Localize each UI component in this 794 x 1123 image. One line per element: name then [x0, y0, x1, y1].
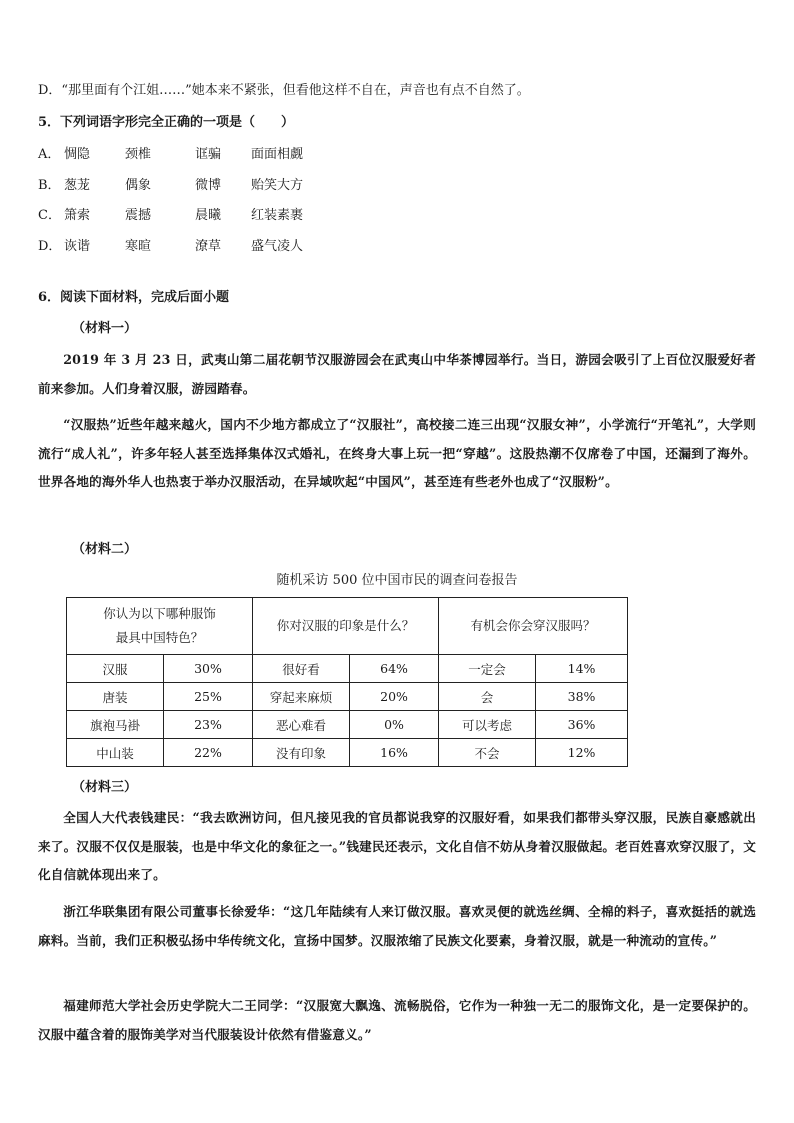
option-word: 面面相觑: [251, 147, 304, 162]
table-cell: 38%: [536, 683, 628, 711]
table-cell: 14%: [536, 655, 628, 683]
material1-paragraph: 2019 年 3 月 23 日，武夷山第二届花朝节汉服游园会在武夷山中华茶博园举行。当日，游园会吸引了上百位汉服爱好者前来参加。人们身着汉服，游园踏春。: [38, 352, 756, 396]
option-word: 葱茏: [64, 178, 91, 193]
option-letter: C．: [38, 208, 61, 223]
option-word: 晨曦: [195, 208, 222, 223]
table-cell: 可以考虑: [439, 711, 536, 739]
table-cell: 30%: [164, 655, 253, 683]
table-cell: 很好看: [253, 655, 350, 683]
table-cell: 16%: [350, 739, 439, 767]
material1-label: （材料一）: [72, 321, 138, 336]
table-cell: 会: [439, 683, 536, 711]
table-row: [67, 739, 628, 767]
option-word: 盛气凌人: [251, 239, 304, 254]
survey-table-title: 随机采访 500 位中国市民的调查问卷报告: [276, 573, 518, 588]
q4-option-d: D．“那里面有个江姐……”她本来不紧张，但看他这样不自在，声音也有点不自然了。: [38, 83, 530, 98]
table-row: [67, 655, 628, 683]
table-cell: 25%: [164, 683, 253, 711]
table-cell: 唐装: [67, 683, 164, 711]
table-cell: 12%: [536, 739, 628, 767]
option-word: 惆隐: [64, 147, 91, 162]
option-word: 诙谐: [64, 239, 91, 254]
q5-stem: 5．下列词语字形完全正确的一项是（ ）: [38, 115, 295, 130]
option-word: 箫索: [64, 208, 91, 223]
material3-paragraph: 全国人大代表钱建民：“我去欧洲访问，但凡接见我的官员都说我穿的汉服好看，如果我们都带头穿汉服，民族自豪感就出来了。汉服不仅仅是服装，也是中华文化的象征之一。”钱建民还表示，文化自信不妨从身着汉服做起。老百姓喜欢穿汉服了，文化自信就体现出来了。: [38, 810, 756, 882]
table-cell: 23%: [164, 711, 253, 739]
option-word: 红装素裹: [251, 208, 304, 223]
table-cell: 旗袍马褂: [67, 711, 164, 739]
table-cell: 不会: [439, 739, 536, 767]
option-word: 诓骗: [195, 147, 222, 162]
table-cell: 汉服: [67, 655, 164, 683]
table-cell: 一定会: [439, 655, 536, 683]
option-word: 震撼: [125, 208, 152, 223]
table-cell: 22%: [164, 739, 253, 767]
table-cell: 没有印象: [253, 739, 350, 767]
material1-paragraph: “汉服热”近些年越来越火，国内不少地方都成立了“汉服社”，高校接二连三出现“汉服女神”，小学流行“开笔礼”，大学则流行“成人礼”，许多年轻人甚至选择集体汉式婚礼，在终身大事上玩一把“穿越”。这股热潮不仅席卷了中国，还漏到了海外。世界各地的海外华人也热衷于举办汉服活动，在异域吹起“中国风”，甚至连有些老外也成了“汉服粉”。: [38, 417, 756, 489]
table-cell: 36%: [536, 711, 628, 739]
q6-stem: 6．阅读下面材料，完成后面小题: [38, 290, 230, 305]
option-word: 微博: [195, 178, 222, 193]
table-cell: 20%: [350, 683, 439, 711]
option-word: 潦草: [195, 239, 222, 254]
table-header: 你对汉服的印象是什么？: [253, 598, 439, 655]
table-cell: 0%: [350, 711, 439, 739]
table-header: 你认为以下哪种服饰最具中国特色？: [67, 598, 253, 655]
option-word: 颈椎: [125, 147, 152, 162]
option-letter: A．: [38, 147, 61, 162]
material3-paragraph: 浙江华联集团有限公司董事长徐爱华：“这几年陆续有人来订做汉服。喜欢灵便的就选丝绸、全棉的料子，喜欢挺括的就选麻料。当前，我们正积极弘扬中华传统文化，宣扬中国梦。汉服浓缩了民族文化要素，身着汉服，就是一种流动的宣传。”: [38, 904, 756, 948]
table-cell: 64%: [350, 655, 439, 683]
table-cell: 恶心难看: [253, 711, 350, 739]
material2-label: （材料二）: [72, 542, 138, 557]
option-word: 偶象: [125, 178, 152, 193]
table-row: [67, 683, 628, 711]
table-row: [67, 711, 628, 739]
table-cell: 中山装: [67, 739, 164, 767]
material3-label: （材料三）: [72, 780, 138, 795]
table-cell: 穿起来麻烦: [253, 683, 350, 711]
survey-table: [66, 597, 628, 767]
material3-paragraph: 福建师范大学社会历史学院大二王同学：“汉服宽大飘逸、流畅脱俗，它作为一种独一无二的服饰文化，是一定要保护的。汉服中蕴含着的服饰美学对当代服装设计依然有借鉴意义。”: [38, 998, 756, 1042]
table-header: 有机会你会穿汉服吗？: [439, 598, 628, 655]
option-letter: B．: [38, 178, 61, 193]
option-word: 贻笑大方: [251, 178, 304, 193]
option-letter: D．: [38, 239, 62, 254]
option-word: 寒暄: [125, 239, 152, 254]
table-header-row: [67, 598, 628, 655]
